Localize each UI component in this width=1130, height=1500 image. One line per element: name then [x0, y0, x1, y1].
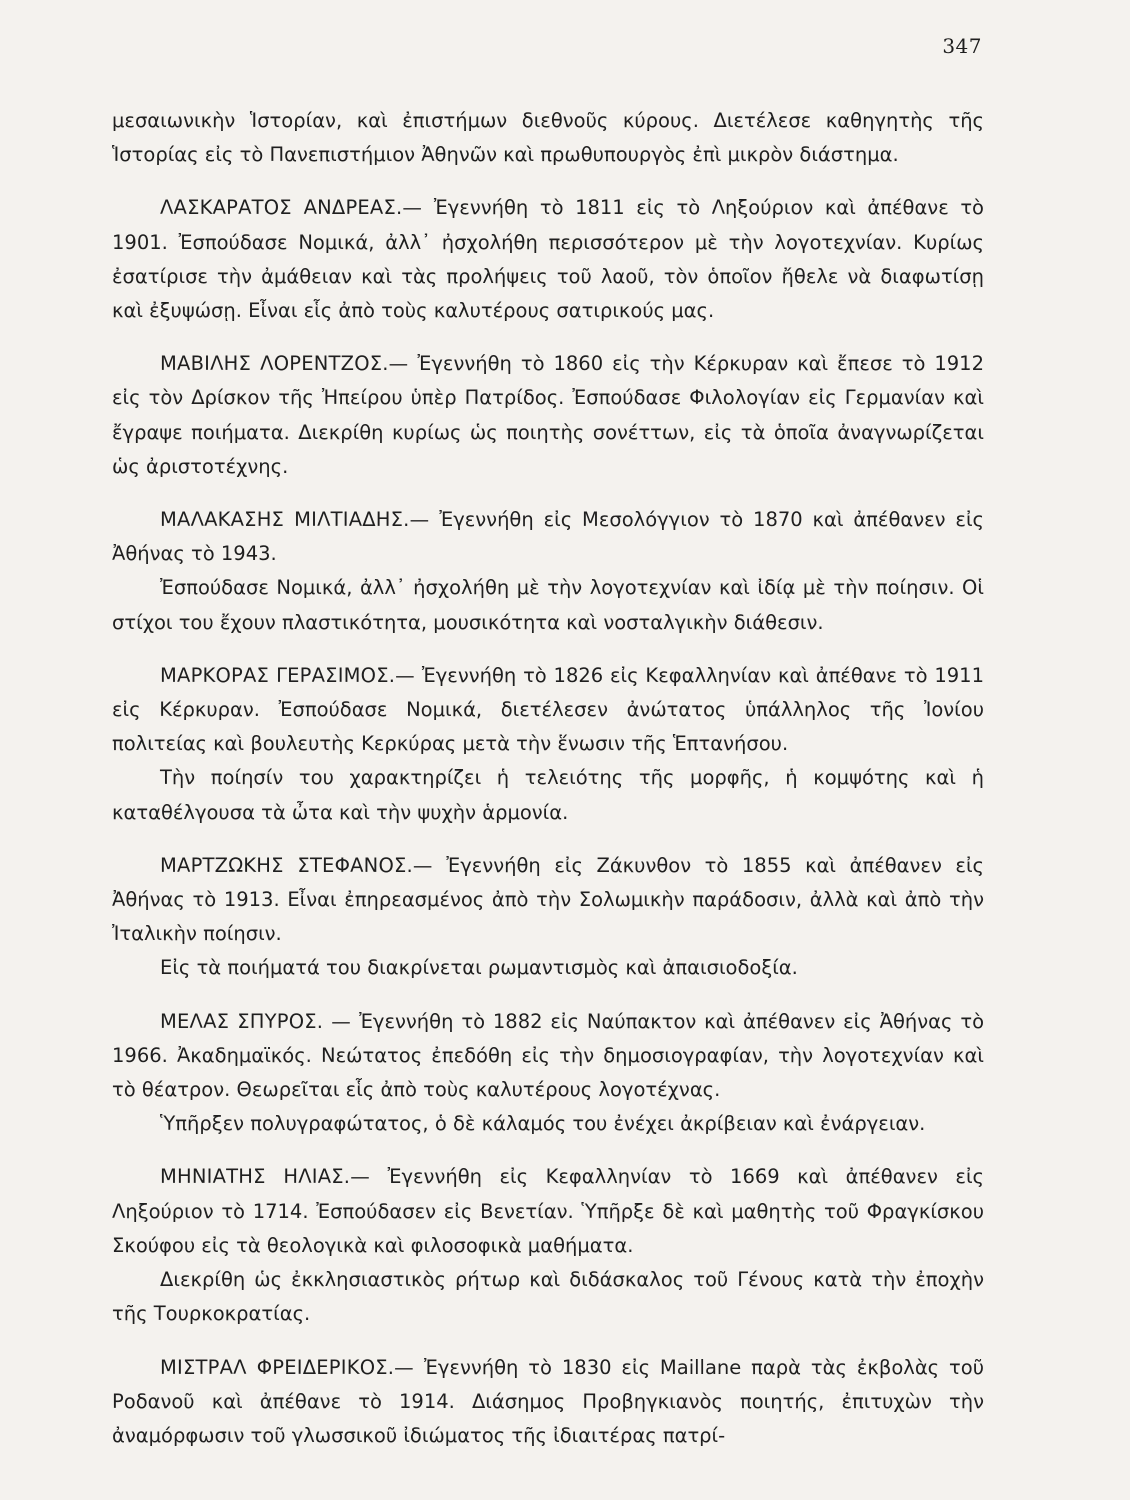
entry-head: [112, 849, 984, 952]
biography-entry: [112, 347, 984, 484]
entry-name: ΛΑΣΚΑΡΑΤΟΣ ΑΝΔΡΕΑΣ.—: [160, 196, 434, 220]
intro-paragraph-block: [112, 104, 984, 172]
biography-entry: [112, 1005, 984, 1142]
biography-entry: [112, 849, 984, 986]
entry-head: [112, 347, 984, 484]
entry-extra-paragraph: Τὴν ποίησίν του χαρακτηρίζει ἡ τελειότης τῆς μορφῆς, ἡ κομψότης καὶ ἡ καταθέλγουσα τὰ ὦτα καὶ τὴν ψυχὴν ἁρμονία.: [112, 766, 984, 824]
biography-entry: [112, 503, 984, 640]
entry-extra-paragraph: Ὑπῆρξεν πολυγραφώτατος, ὁ δὲ κάλαμός του ἐνέχει ἀκρίβειαν καὶ ἐνάργειαν.: [160, 1112, 926, 1136]
entry-extra-paragraph: Εἰς τὰ ποιήματά του διακρίνεται ρωμαντισμὸς καὶ ἀπαισιοδοξία.: [160, 956, 798, 980]
entry-text: Ἐγεννήθη εἰς Κεφαλληνίαν τὸ 1669 καὶ ἀπέθανεν εἰς Ληξούριον τὸ 1714. Ἐσπούδασεν εἰς Βενετίαν. Ὑπῆρξε δὲ καὶ μαθητὴς τοῦ Φραγκίσκου Σκούφου εἰς τὰ θεολογικὰ καὶ φιλοσοφικὰ μαθήματα.: [112, 1165, 984, 1257]
biography-entry: [112, 191, 984, 328]
page-content: [112, 104, 984, 1453]
entry-head: [112, 1351, 984, 1454]
entry-extra-paragraph: Ἐσπούδασε Νομικά, ἀλλ᾽ ἠσχολήθη μὲ τὴν λογοτεχνίαν καὶ ἰδίᾳ μὲ τὴν ποίησιν. Οἱ στίχοι του ἔχουν πλαστικότητα, μουσικότητα καὶ νοσταλγικὴν διάθεσιν.: [112, 576, 984, 634]
entry-head: [112, 1005, 984, 1108]
entry-head: [112, 503, 984, 571]
entry-name: ΜΙΣΤΡΑΛ ΦΡΕΙΔΕΡΙΚΟΣ.—: [160, 1355, 424, 1379]
page-number: 347: [942, 34, 982, 58]
entry-text: Ἐγεννήθη τὸ 1811 εἰς τὸ Ληξούριον καὶ ἀπέθανε τὸ 1901. Ἐσπούδασε Νομικά, ἀλλ᾽ ἠσχολήθη περισσότερον μὲ τὴν λογοτεχνίαν. Κυρίως ἐσατίρισε τὴν ἀμάθειαν καὶ τὰς προλήψεις τοῦ λαοῦ, τὸν ὁποῖον ἤθελε νὰ διαφωτίσῃ καὶ ἐξυψώσῃ. Εἶναι εἷς ἀπὸ τοὺς καλυτέρους σατιρικούς μας.: [112, 196, 984, 323]
entry-text: Ἐγεννήθη εἰς Ζάκυνθον τὸ 1855 καὶ ἀπέθανεν εἰς Ἀθήνας τὸ 1913. Εἶναι ἐπηρεασμένος ἀπὸ τὴν Σολωμικὴν παράδοσιν, ἀλλὰ καὶ ἀπὸ τὴν Ἰταλικὴν ποίησιν.: [112, 853, 984, 946]
entry-head: [112, 191, 984, 328]
entry-name: ΜΕΛΑΣ ΣΠΥΡΟΣ. —: [160, 1009, 360, 1033]
entry-extra-paragraph: Διεκρίθη ὡς ἐκκλησιαστικὸς ρήτωρ καὶ διδάσκαλος τοῦ Γένους κατὰ τὴν ἐποχὴν τῆς Τουρκοκρατίας.: [112, 1268, 984, 1326]
entry-text: Ἐγεννήθη τὸ 1882 εἰς Ναύπακτον καὶ ἀπέθανεν εἰς Ἀθήνας τὸ 1966. Ἀκαδημαϊκός. Νεώτατος ἐπεδόθη εἰς τὴν δημοσιογραφίαν, τὴν λογοτεχνίαν καὶ τὸ θέατρον. Θεωρεῖται εἷς ἀπὸ τοὺς καλυτέρους λογοτέχνας.: [112, 1009, 984, 1102]
entry-name: ΜΑΒΙΛΗΣ ΛΟΡΕΝΤΖΟΣ.—: [160, 352, 418, 376]
intro-paragraph: μεσαιωνικὴν Ἱστορίαν, καὶ ἐπιστήμων διεθνοῦς κύρους. Διετέλεσε καθηγητὴς τῆς Ἱστορίας εἰς τὸ Πανεπιστήμιον Ἀθηνῶν καὶ πρωθυπουργὸς ἐπὶ μικρὸν διάστημα.: [112, 109, 984, 167]
entry-text: Ἐγεννήθη εἰς Μεσολόγγιον τὸ 1870 καὶ ἀπέθανεν εἰς Ἀθήνας τὸ 1943.: [112, 508, 985, 566]
entry-head: [112, 659, 984, 762]
entry-name: ΜΑΛΑΚΑΣΗΣ ΜΙΛΤΙΑΔΗΣ.—: [160, 508, 440, 532]
biography-entry: [112, 1351, 984, 1454]
entry-name: ΜΗΝΙΑΤΗΣ ΗΛΙΑΣ.—: [160, 1165, 388, 1189]
entry-text: Ἐγεννήθη τὸ 1826 εἰς Κεφαλληνίαν καὶ ἀπέθανε τὸ 1911 εἰς Κέρκυραν. Ἐσπούδασε Νομικά, διετέλεσεν ἀνώτατος ὑπάλληλος τῆς Ἰονίου πολιτείας καὶ βουλευτὴς Κερκύρας μετὰ τὴν ἕνωσιν τῆς Ἑπτανήσου.: [112, 663, 984, 756]
entry-text: Ἐγεννήθη τὸ 1830 εἰς Maillane παρὰ τὰς ἐκβολὰς τοῦ Ροδανοῦ καὶ ἀπέθανε τὸ 1914. Διάσημος Προβηγκιανὸς ποιητής, ἐπιτυχὼν τὴν ἀναμόρφωσιν τοῦ γλωσσικοῦ ἰδιώματος τῆς ἰδιαιτέρας πατρί-: [112, 1355, 984, 1447]
biography-entry: [112, 1160, 984, 1331]
entry-text: Ἐγεννήθη τὸ 1860 εἰς τὴν Κέρκυραν καὶ ἔπεσε τὸ 1912 εἰς τὸν Δρίσκον τῆς Ἠπείρου ὑπὲρ Πατρίδος. Ἐσπούδασε Φιλολογίαν εἰς Γερμανίαν καὶ ἔγραψε ποιήματα. Διεκρίθη κυρίως ὡς ποιητὴς σονέττων, εἰς τὰ ὁποῖα ἀναγνωρίζεται ὡς ἀριστοτέχνης.: [112, 352, 984, 478]
entry-head: [112, 1160, 984, 1263]
entry-name: ΜΑΡΤΖΩΚΗΣ ΣΤΕΦΑΝΟΣ.—: [160, 853, 447, 877]
entry-name: ΜΑΡΚΟΡΑΣ ΓΕΡΑΣΙΜΟΣ.—: [160, 663, 422, 687]
biography-entry: [112, 659, 984, 830]
